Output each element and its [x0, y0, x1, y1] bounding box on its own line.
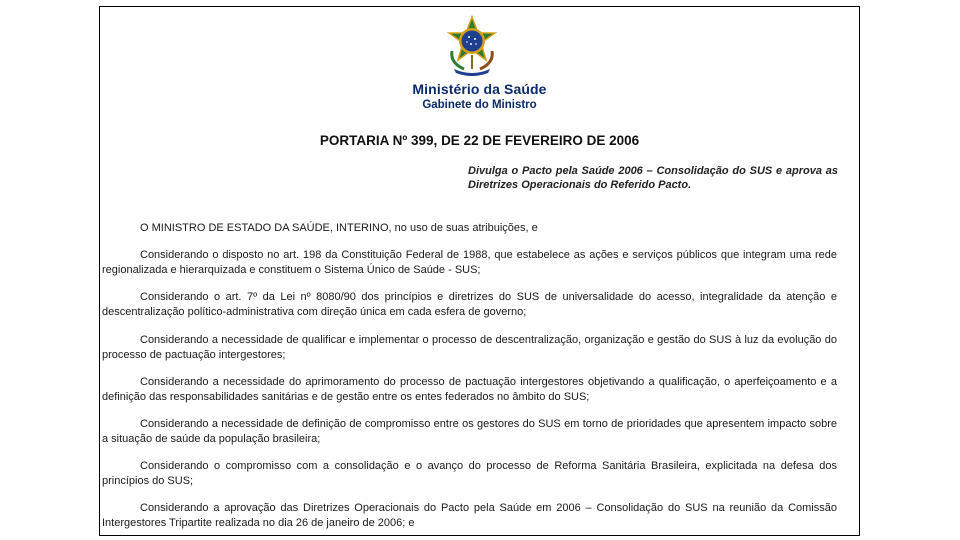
paragraph-considerando-5: Considerando a necessidade de definição de compromisso entre os gestores do SUS em torno de prioridades que apresentem impacto sobre a situação de saúde da população brasileira; — [102, 418, 837, 445]
coat-of-arms-icon — [442, 15, 502, 77]
paragraph-considerando-1: Considerando o disposto no art. 198 da Constituição Federal de 1988, que estabelece as ações e serviços públicos que integram uma rede regionalizada e hierarquizada e constituem o Sistema Único de Saúde - SUS; — [102, 249, 837, 276]
paragraph-considerando-7: Considerando a aprovação das Diretrizes Operacionais do Pacto pela Saúde em 2006 – Consolidação do SUS na reunião da Comissão Intergestores Tripartite realizada no dia 26 de janeiro de 2006; e — [102, 502, 837, 529]
cabinet-name: Gabinete do Ministro — [422, 99, 537, 111]
paragraph-considerando-6: Considerando o compromisso com a consolidação e o avanço do processo de Reforma Sanitária Brasileira, explicitada na defesa dos princípios do SUS; — [102, 460, 837, 487]
document-page — [99, 6, 860, 536]
paragraph-considerando-2: Considerando o art. 7º da Lei nº 8080/90 dos princípios e diretrizes do SUS de universalidade do acesso, integralidade da atenção e descentralização político-administrativa com direção única em cada esfera de governo; — [102, 291, 837, 318]
paragraph-considerando-4: Considerando a necessidade do aprimoramento do processo de pactuação intergestores objetivando a qualificação, o aperfeiçoamento e a definição das responsabilidades sanitárias e de gestão entre os entes federados no âmbito do SUS; — [102, 376, 837, 403]
ministry-name: Ministério da Saúde — [412, 81, 547, 97]
document-title: PORTARIA Nº 399, DE 22 DE FEVEREIRO DE 2006 — [319, 133, 640, 148]
paragraph-considerando-3: Considerando a necessidade de qualificar e implementar o processo de descentralização, organização e gestão do SUS à luz da evolução do processo de pactuação intergestores; — [102, 334, 837, 361]
document-ementa: Divulga o Pacto pela Saúde 2006 – Consolidação do SUS e aprova as Diretrizes Operacionais do Referido Pacto. — [468, 165, 838, 191]
paragraph-preamble: O MINISTRO DE ESTADO DA SAÚDE, INTERINO, no uso de suas atribuições, e — [140, 222, 538, 234]
